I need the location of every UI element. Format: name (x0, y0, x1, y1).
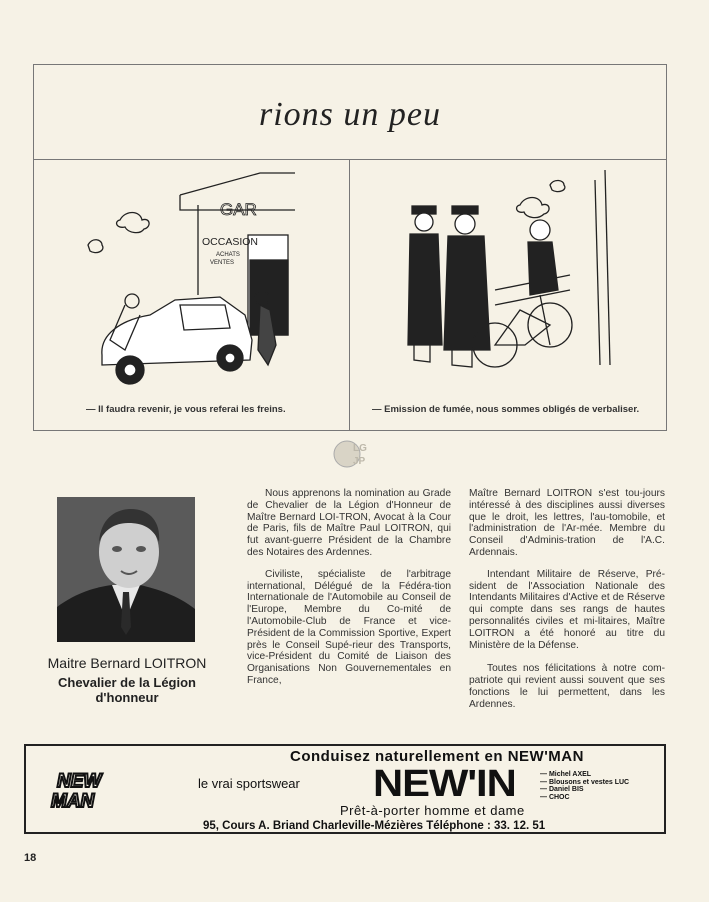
article-paragraph: Nous apprenons la nomination au Grade de Chevalier de la Légion d'Honneur de Maître Bernard LOI-TRON, Avocat à la Cour de Paris, fils de Maître Paul LOITRON, qui fut avant-guerre Président de la Chambre des Notaires des Ardennes. (247, 488, 451, 558)
newman-logo (45, 770, 135, 810)
ad-brand-item: — Blousons et vestes LUC (540, 778, 630, 786)
article-column-2 (469, 488, 665, 721)
garage-cartoon-illustration (80, 165, 295, 395)
portrait-name: Maitre Bernard LOITRON (47, 655, 207, 671)
police-cyclist-cartoon-illustration (400, 170, 630, 385)
article-paragraph: Civiliste, spécialiste de l'arbitrage international, Délégué de la Fédéra-tion Internationale de l'Automobile au Conseil de l'Europe, Membre du Co-mité de l'Automobile-Club de France et vice-Président de la Commission Sportive, Expert près le Conseil Supé-rieur des Transports, vice-Président du Comité de Liaison des Organisations Non Gouvernementales en France, (247, 568, 451, 686)
portrait-distinction: Chevalier de la Légion d'honneur (58, 675, 196, 705)
ad-brands-list (540, 771, 629, 801)
ad-brand-item: — Daniel BIS (540, 786, 584, 793)
portrait-photo (57, 497, 195, 642)
occasion-sign: OCCASION (202, 236, 259, 248)
garage-sign: GAR (220, 200, 257, 219)
ad-tagline: le vrai sportswear (198, 776, 300, 791)
svg-text:JP: JP (353, 456, 366, 467)
article-paragraph: Intendant Militaire de Réserve, Pré-sident de l'Association Nationale des Intendants Militaires d'Active et de Réserve qui compte dans ses rangs de hautes personnalités civiles et mi-litaires, Maître LOITRON a été honoré au titre du Ministère de la Défense. (469, 568, 665, 651)
svg-text:MAN: MAN (51, 791, 95, 810)
cartoon-1-caption: — Il faudra revenir, je vous referai les freins. (86, 404, 286, 415)
section-title: rions un peu (259, 96, 441, 133)
ad-brand-item: — Michel AXEL (540, 771, 592, 778)
ad-headline: Conduisez naturellement en NEW'MAN (290, 748, 584, 765)
svg-text:LG: LG (353, 443, 367, 454)
article-column-1 (247, 488, 451, 697)
cartoon-2-caption: — Emission de fumée, nous sommes obligés de verbaliser. (372, 404, 640, 415)
ad-brand-name: NEW'IN (373, 763, 516, 805)
svg-text:NEW: NEW (57, 771, 102, 792)
ad-address: 95, Cours A. Briand Charleville-Mézières Téléphone : 33. 12. 51 (203, 820, 546, 832)
ad-brand-item: — CHOC (540, 793, 570, 801)
library-stamp (331, 436, 375, 472)
ad-subheading: Prêt-à-porter homme et dame (340, 803, 525, 818)
achats-sign: ACHATS (216, 252, 240, 258)
article-paragraph: Maître Bernard LOITRON s'est tou-jours intéressé à des disciplines aussi diverses que le droit, les lettres, l'au-tomobile, et l'administration de l'Ar-mée. Membre du Conseil d'Adminis-tration de l'A.C. Ardennais. (469, 488, 665, 558)
page-number: 18 (24, 852, 37, 864)
cartoon-divider (349, 159, 350, 431)
article-paragraph: Toutes nos félicitations à notre com-patriote qui revient aussi souvent que ses fonctions le lui permettent, dans les Ardennes. (469, 663, 665, 710)
ventes-sign: VENTES (210, 260, 235, 266)
title-rule (33, 159, 667, 160)
